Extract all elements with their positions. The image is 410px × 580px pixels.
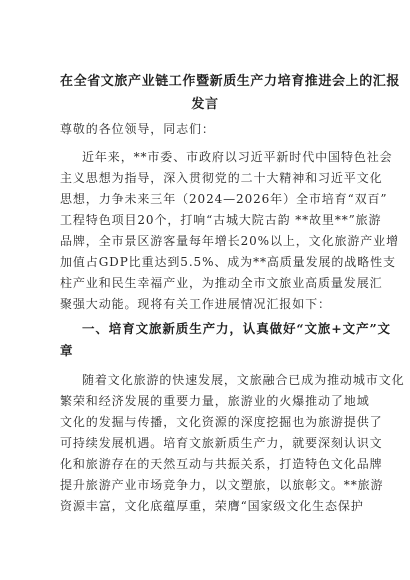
section-heading-1-line-2: 章 [60,343,74,358]
paragraph-2-line: 随着文化旅游的快速发展，文旅融合已成为推动城市文化 [82,373,405,387]
salutation: 尊敬的各位领导，同志们： [60,122,215,136]
paragraph-2-line: 可持续发展机遇。培育文旅新质生产力，就要深刻认识文 [60,436,383,450]
document-title-line-1: 在全省文旅产业链工作暨新质生产力培育推进会上的汇报 [60,74,401,89]
paragraph-2-line: 繁荣和经济发展的重要力量，旅游业的火爆推动了地域 [60,394,370,408]
paragraph-1-line: 思想，力争未来三年（2024—2026年）全市培育“双百” [60,192,388,206]
paragraph-2-line: 提升旅游产业市场竞争力，以文塑旅，以旅彰文。**旅游 [60,478,384,492]
paragraph-1-line: 聚强大动能。现将有关工作进展情况汇报如下： [60,297,331,311]
section-heading-1-line-1: 一、培育文旅新质生产力，认真做好“文旅+文产”文 [82,321,391,336]
paragraph-1-line: 近年来，**市委、市政府以习近平新时代中国特色社会 [82,150,393,164]
paragraph-2-line: 化和旅游存在的天然互动与共振关系，打造特色文化品牌 [60,457,383,471]
paragraph-2-line: 文化的发掘与传播，文化资源的深度挖掘也为旅游提供了 [60,415,383,429]
paragraph-1-line: 柱产业和民生幸福产业，为推动全市文旅业高质量发展汇 [60,276,383,290]
paragraph-1-line: 工程特色项目20个，打响“古城大院古韵 **故里**”旅游 [60,213,382,227]
paragraph-1-line: 加值占GDP比重达到5.5%、成为**高质量发展的战略性支 [60,255,396,269]
document-title-line-2: 发言 [191,97,219,112]
paragraph-1-line: 主义思想为指导，深入贯彻党的二十大精神和习近平文化 [60,171,383,185]
paragraph-1-line: 品牌，全市景区游客量每年增长20%以上，文化旅游产业增 [60,234,399,248]
paragraph-2-line: 资源丰富，文化底蕴厚重，荣膺“国家级文化生态保护 [60,499,364,513]
